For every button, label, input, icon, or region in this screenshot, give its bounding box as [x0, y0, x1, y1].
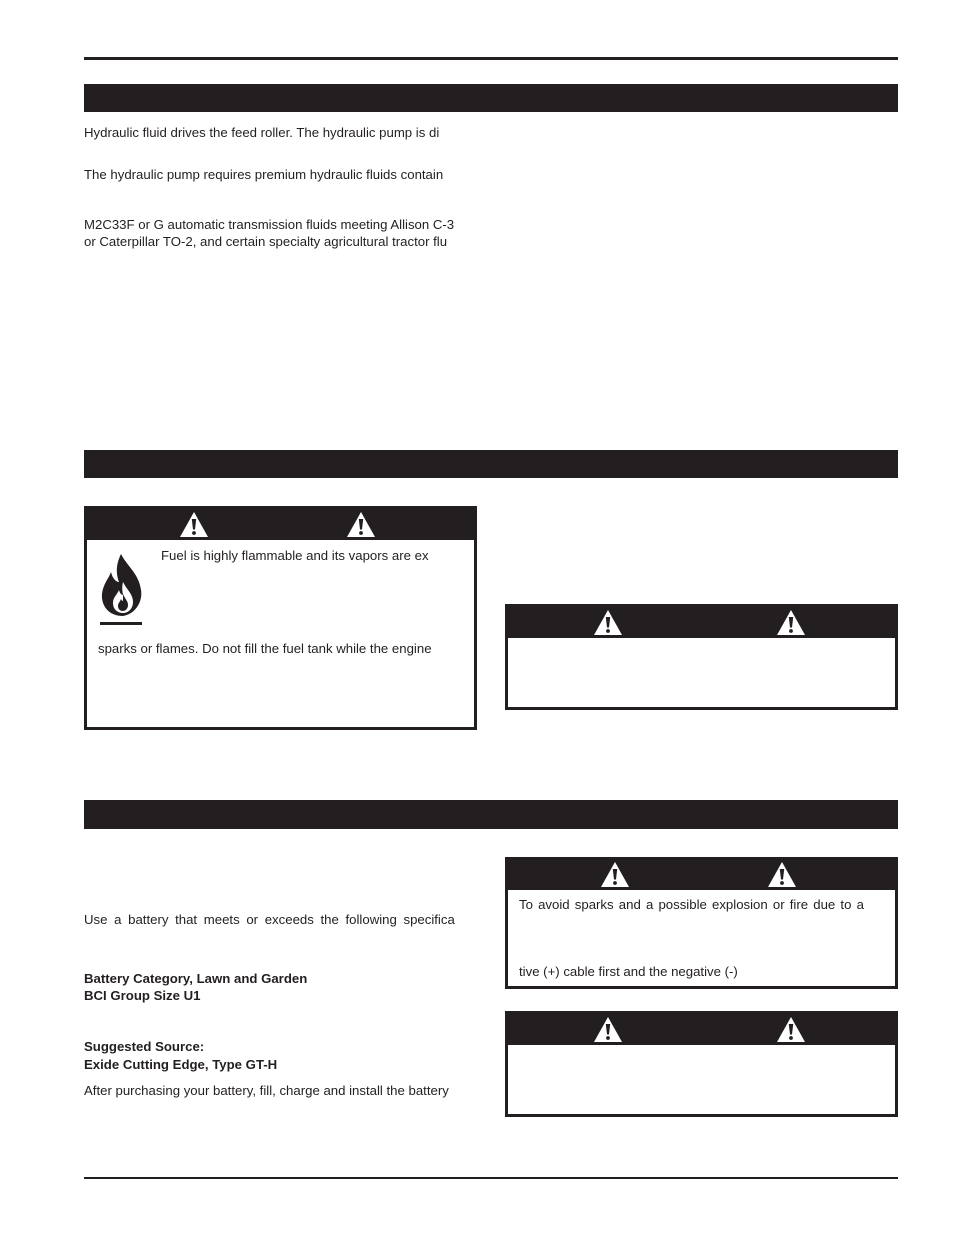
battery-install-text: After purchasing your battery, fill, charge and install the battery: [84, 1083, 449, 1098]
bottom-rule: [84, 1177, 898, 1179]
hydraulic-text-2: The hydraulic pump requires premium hydraulic fluids contain: [84, 167, 444, 182]
hydraulic-text-1: Hydraulic fluid drives the feed roller. The hydraulic pump is di: [84, 125, 440, 140]
section-bar-hydraulic: [84, 84, 898, 112]
top-rule: [84, 57, 898, 60]
section-bar-battery: [84, 800, 898, 829]
section-bar-fuel: [84, 450, 898, 478]
warning-triangle-icon: [776, 609, 806, 636]
warning-triangle-icon: [593, 609, 623, 636]
hydraulic-text-3: M2C33F or G automatic transmission fluids meeting Allison C-3: [84, 217, 455, 232]
fuel-warning-text-1: Fuel is highly flammable and its vapors are ex: [161, 548, 429, 563]
warning-triangle-icon: [776, 1016, 806, 1043]
battery-warning-text-2: tive (+) cable first and the negative (-): [519, 964, 738, 979]
warning-triangle-icon: [179, 511, 209, 538]
battery-spec-group-size: BCI Group Size U1: [84, 988, 201, 1003]
hydraulic-text-4: or Caterpillar TO-2, and certain specialty agricultural tractor flu: [84, 234, 448, 249]
battery-intro-text: Use a battery that meets or exceeds the following specifica: [84, 912, 455, 927]
fuel-warning-text-2: sparks or flames. Do not fill the fuel tank while the engine: [98, 641, 432, 656]
suggested-source-label: Suggested Source:: [84, 1039, 205, 1054]
battery-warning-header: [508, 860, 895, 890]
suggested-source-value: Exide Cutting Edge, Type GT-H: [84, 1057, 278, 1072]
warning-triangle-icon: [346, 511, 376, 538]
warning-box-right-1-header: [508, 607, 895, 638]
warning-triangle-icon: [767, 861, 797, 888]
flame-icon: [97, 552, 149, 628]
warning-triangle-icon: [593, 1016, 623, 1043]
fuel-warning-header: [87, 509, 474, 540]
battery-spec-category: Battery Category, Lawn and Garden: [84, 971, 308, 986]
warning-triangle-icon: [600, 861, 630, 888]
warning-box-right-1: [505, 604, 898, 710]
warning-box-right-2: [505, 1011, 898, 1117]
battery-warning-text-1: To avoid sparks and a possible explosion or fire due to a: [519, 897, 864, 912]
battery-warning-box: [505, 857, 898, 989]
warning-box-right-2-header: [508, 1014, 895, 1045]
fuel-warning-box: [84, 506, 477, 730]
